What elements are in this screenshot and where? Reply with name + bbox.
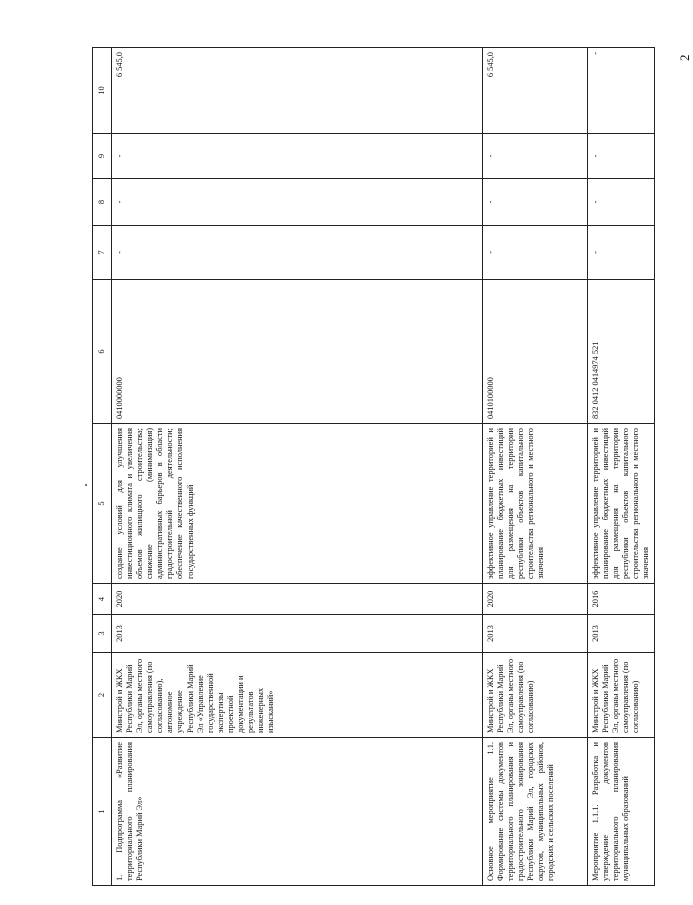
responsible-executor: Минстрой и ЖКХ Республики Марий Эл, органы местного самоуправления (по согласованию) [483, 653, 588, 738]
header-cell: 8 [93, 179, 112, 226]
budget-code: 0410100000 [483, 280, 588, 424]
row-title: Мероприятие 1.1.1. Разработка и утверждение документов территориального планирования муниципальных образований [588, 738, 655, 886]
header-row [93, 48, 112, 886]
table-row [483, 48, 588, 886]
expected-result: эффективное управление территорией и планирование бюджетных инвестиций для размещения на территории республики объектов капитального строительства регионального и местного значения [588, 424, 655, 584]
row-title: 1. Подпрограмма «Развитие территориального планирования Республики Марий Эл» [112, 738, 483, 886]
header-cell: 9 [93, 134, 112, 179]
value-col-7: - [588, 226, 655, 280]
header-cell: 10 [93, 48, 112, 134]
row-title: Основное мероприятие 1.1. Формирование системы документов территориального планирования и градостроительного зонирования Республики Марий Эл, городских округов, муниципальных районов, городских и сельских поселений [483, 738, 588, 886]
header-cell: 3 [93, 615, 112, 653]
value-col-9: - [112, 134, 483, 179]
value-col-8: - [483, 179, 588, 226]
header-cell: 5 [93, 424, 112, 584]
start-year: 2013 [483, 615, 588, 653]
header-cell: 6 [93, 280, 112, 424]
end-year: 2016 [588, 584, 655, 615]
header-cell: 4 [93, 584, 112, 615]
budget-code: 832 0412 0414974 521 [588, 280, 655, 424]
value-col-9: - [588, 134, 655, 179]
program-table [92, 47, 655, 886]
value-col-7: - [112, 226, 483, 280]
value-col-7: - [483, 226, 588, 280]
value-col-10: - [588, 48, 655, 134]
responsible-executor: Минстрой и ЖКХ Республики Марий Эл, органы местного самоуправления (по согласованию) [588, 653, 655, 738]
rotated-table-wrapper [92, 48, 651, 886]
value-col-9: - [483, 134, 588, 179]
start-year: 2013 [588, 615, 655, 653]
responsible-executor: Минстрой и ЖКХ Республики Марий Эл, органы местного самоуправления (по согласованию), автономное учреждение Республики Марий Эл «Управление государственной экспертизы проектной документации и результатов инженерных изысканий» [112, 653, 483, 738]
header-cell: 2 [93, 653, 112, 738]
expected-result: эффективное управление территорией и планирование бюджетных инвестиций для размещения на территории республики объектов капитального строительства регионального и местного значения [483, 424, 588, 584]
scan-speck [85, 484, 87, 486]
header-cell: 7 [93, 226, 112, 280]
page-number: 2 [677, 54, 692, 61]
header-cell: 1 [93, 738, 112, 886]
budget-code: 0410000000 [112, 280, 483, 424]
value-col-8: - [588, 179, 655, 226]
end-year: 2020 [112, 584, 483, 615]
expected-result: создание условий для улучшения инвестиционного климата и увеличения объемов жилищного строительства; снижение (минимизация) административных барьеров в области градостроительной деятельности; обеспечение качественного исполнения государственных функций [112, 424, 483, 584]
value-col-10: 6 545,0 [112, 48, 483, 134]
end-year: 2020 [483, 584, 588, 615]
value-col-10: 6 545,0 [483, 48, 588, 134]
table-row [588, 48, 655, 886]
value-col-8: - [112, 179, 483, 226]
table-row [112, 48, 483, 886]
start-year: 2013 [112, 615, 483, 653]
